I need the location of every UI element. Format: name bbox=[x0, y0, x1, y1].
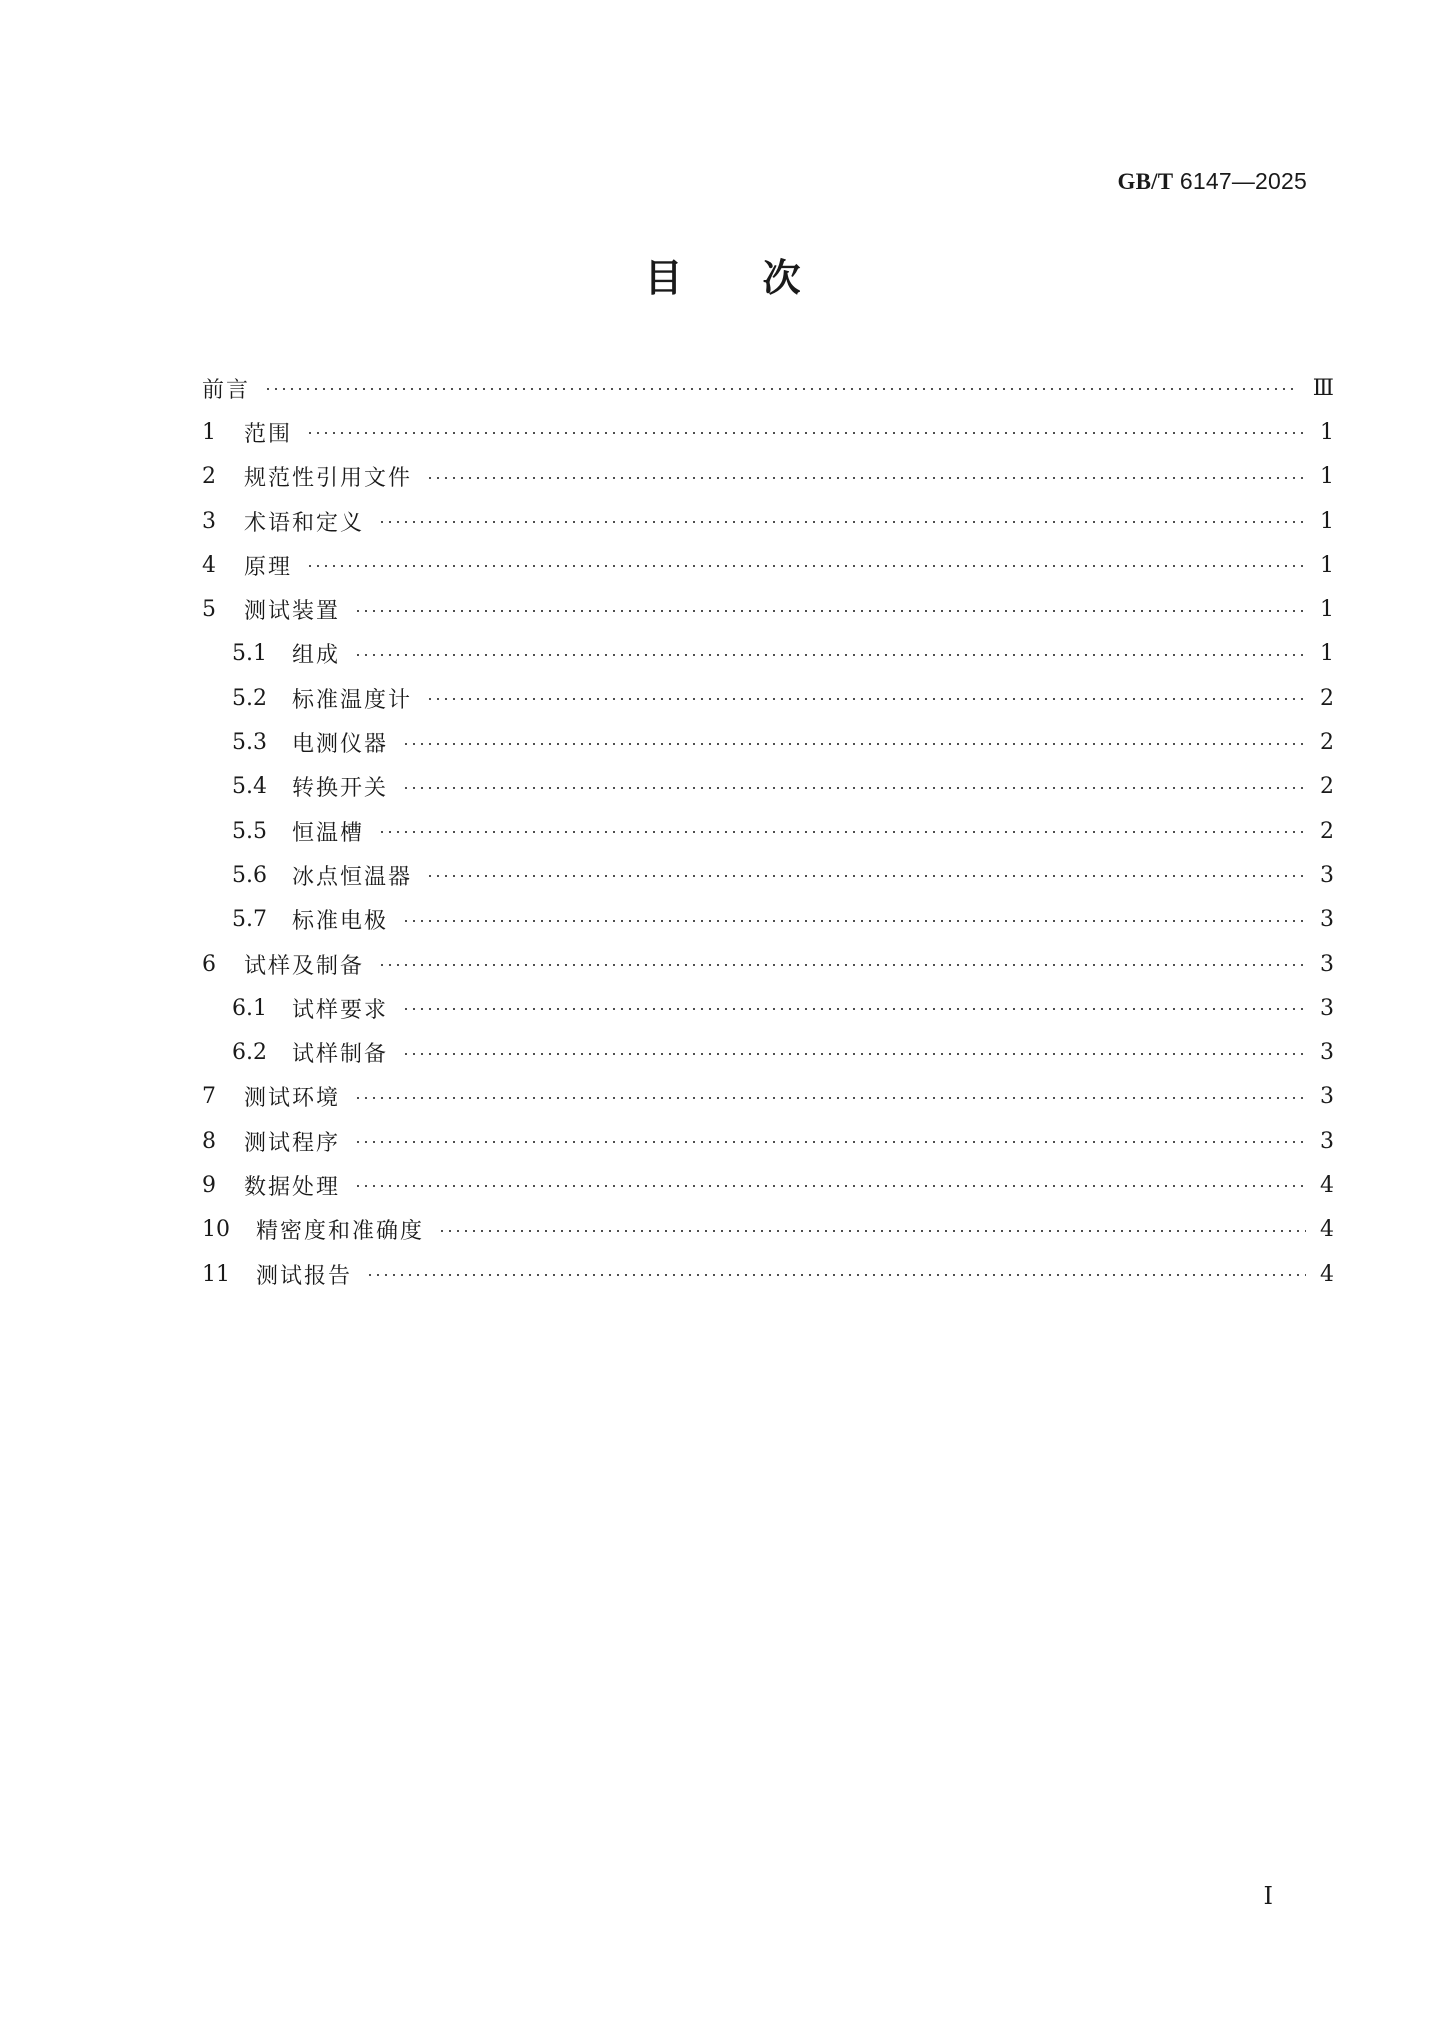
dot-leader bbox=[378, 964, 1306, 966]
page-title: 目次 bbox=[644, 256, 881, 300]
toc-entry-number: 5.2 bbox=[232, 685, 267, 711]
toc-entry-page: 1 bbox=[1320, 464, 1334, 490]
toc-entry-number: 6 bbox=[202, 951, 216, 977]
toc-entry-number: 4 bbox=[202, 552, 216, 578]
toc-entry-page: 2 bbox=[1320, 818, 1334, 844]
dot-leader bbox=[354, 1141, 1306, 1143]
toc-entry-page: 1 bbox=[1320, 552, 1334, 578]
toc-entry-label: 标准温度计 bbox=[292, 687, 413, 713]
dot-leader bbox=[378, 831, 1306, 833]
toc-entry-page: 1 bbox=[1320, 508, 1334, 534]
toc-entry-number: 10 bbox=[202, 1217, 230, 1243]
toc-entry-label: 精密度和准确度 bbox=[256, 1219, 425, 1245]
toc-entry-page: 4 bbox=[1320, 1172, 1334, 1198]
dot-leader bbox=[366, 1274, 1306, 1276]
toc-entry-number: 2 bbox=[202, 464, 216, 490]
toc-entry[interactable] bbox=[202, 455, 1334, 499]
toc-entry[interactable] bbox=[202, 720, 1334, 764]
toc-entry-label: 电测仪器 bbox=[292, 732, 389, 758]
toc-entry[interactable] bbox=[202, 499, 1334, 543]
toc-entry[interactable] bbox=[202, 765, 1334, 809]
toc-entry-number: 9 bbox=[202, 1172, 216, 1198]
toc-entry-label: 原理 bbox=[244, 554, 293, 580]
toc-entry-page: 3 bbox=[1320, 1084, 1334, 1110]
dot-leader bbox=[402, 1053, 1306, 1055]
toc-entry-number: 5.4 bbox=[232, 774, 267, 800]
toc-entry-label: 冰点恒温器 bbox=[292, 864, 413, 890]
toc-entry-label: 恒温槽 bbox=[292, 820, 365, 846]
toc-entry-page: 2 bbox=[1320, 774, 1334, 800]
toc-entry-label: 规范性引用文件 bbox=[244, 466, 413, 492]
toc-entry-number: 6.1 bbox=[232, 995, 267, 1021]
toc-entry[interactable] bbox=[202, 543, 1334, 587]
toc-entry-page: Ⅲ bbox=[1312, 375, 1334, 401]
toc-entry-label: 转换开关 bbox=[292, 776, 389, 802]
toc-entry[interactable] bbox=[202, 809, 1334, 853]
toc-entry[interactable] bbox=[202, 1030, 1334, 1074]
dot-leader bbox=[378, 521, 1306, 523]
toc-entry-page: 1 bbox=[1320, 641, 1334, 667]
dot-leader bbox=[426, 875, 1306, 877]
dot-leader bbox=[264, 388, 1299, 390]
toc-entry[interactable] bbox=[202, 1208, 1334, 1252]
toc-entry[interactable] bbox=[202, 942, 1334, 986]
toc-entry-label: 术语和定义 bbox=[244, 510, 365, 536]
dot-leader bbox=[402, 787, 1306, 789]
toc-entry-label: 试样制备 bbox=[292, 1042, 389, 1068]
toc-entry-label: 测试环境 bbox=[244, 1086, 341, 1112]
toc-entry-number: 5.5 bbox=[232, 818, 267, 844]
toc-entry-number: 6.2 bbox=[232, 1040, 267, 1066]
standard-prefix: GB/T bbox=[1117, 169, 1174, 194]
dot-leader bbox=[402, 920, 1306, 922]
toc-entry-number: 1 bbox=[202, 419, 216, 445]
toc-entry-page: 3 bbox=[1320, 1128, 1334, 1154]
toc-entry[interactable] bbox=[202, 676, 1334, 720]
toc-entry-label: 范围 bbox=[244, 421, 293, 447]
toc-entry-number: 3 bbox=[202, 508, 216, 534]
page-number: I bbox=[1263, 1882, 1273, 1910]
toc-entry-page: 3 bbox=[1320, 907, 1334, 933]
toc-entry[interactable] bbox=[202, 632, 1334, 676]
dot-leader bbox=[438, 1230, 1306, 1232]
toc-entry-page: 2 bbox=[1320, 685, 1334, 711]
toc-entry-number: 8 bbox=[202, 1128, 216, 1154]
toc-entry-number: 5.6 bbox=[232, 862, 267, 888]
toc-entry-page: 3 bbox=[1320, 862, 1334, 888]
toc-entry-label: 试样要求 bbox=[292, 997, 389, 1023]
toc-entry[interactable] bbox=[202, 1252, 1334, 1296]
toc-entry-label: 数据处理 bbox=[244, 1174, 341, 1200]
toc-entry-page: 2 bbox=[1320, 730, 1334, 756]
dot-leader bbox=[306, 432, 1306, 434]
standard-number: 6147—2025 bbox=[1179, 168, 1307, 194]
dot-leader bbox=[426, 698, 1306, 700]
toc-entry-label: 测试报告 bbox=[256, 1263, 353, 1289]
toc-entry-page: 3 bbox=[1320, 1040, 1334, 1066]
toc-entry[interactable] bbox=[202, 898, 1334, 942]
toc-entry-label: 试样及制备 bbox=[244, 953, 365, 979]
dot-leader bbox=[306, 565, 1306, 567]
dot-leader bbox=[354, 654, 1306, 656]
toc-entry-number: 7 bbox=[202, 1084, 216, 1110]
dot-leader bbox=[354, 610, 1306, 612]
toc-entry[interactable] bbox=[202, 1119, 1334, 1163]
toc-entry-page: 4 bbox=[1320, 1261, 1334, 1287]
toc-entry[interactable] bbox=[202, 986, 1334, 1030]
toc-entry[interactable] bbox=[202, 853, 1334, 897]
dot-leader bbox=[402, 1008, 1306, 1010]
toc-entry-label: 测试装置 bbox=[244, 599, 341, 625]
toc-entry-page: 4 bbox=[1320, 1217, 1334, 1243]
dot-leader bbox=[426, 477, 1306, 479]
standard-code bbox=[1118, 168, 1308, 195]
toc-entry-number: 5.3 bbox=[232, 730, 267, 756]
dot-leader bbox=[402, 743, 1306, 745]
toc-entry[interactable] bbox=[202, 1163, 1334, 1207]
toc-entry-number: 5 bbox=[202, 597, 216, 623]
toc-entry-label: 组成 bbox=[292, 643, 341, 669]
toc-entry-page: 3 bbox=[1320, 951, 1334, 977]
table-of-contents bbox=[202, 366, 1334, 1296]
dot-leader bbox=[354, 1185, 1306, 1187]
toc-entry-page: 3 bbox=[1320, 995, 1334, 1021]
dot-leader bbox=[354, 1097, 1306, 1099]
toc-entry-label: 标准电极 bbox=[292, 909, 389, 935]
toc-entry-label: 前言 bbox=[202, 377, 251, 403]
toc-entry-number: 11 bbox=[202, 1261, 230, 1287]
toc-entry[interactable] bbox=[202, 366, 1334, 410]
toc-entry[interactable] bbox=[202, 587, 1334, 631]
toc-entry-number: 5.7 bbox=[232, 907, 267, 933]
toc-entry[interactable] bbox=[202, 1075, 1334, 1119]
toc-entry-page: 1 bbox=[1320, 419, 1334, 445]
toc-entry-page: 1 bbox=[1320, 597, 1334, 623]
toc-entry[interactable] bbox=[202, 410, 1334, 454]
toc-entry-label: 测试程序 bbox=[244, 1130, 341, 1156]
toc-entry-number: 5.1 bbox=[232, 641, 267, 667]
